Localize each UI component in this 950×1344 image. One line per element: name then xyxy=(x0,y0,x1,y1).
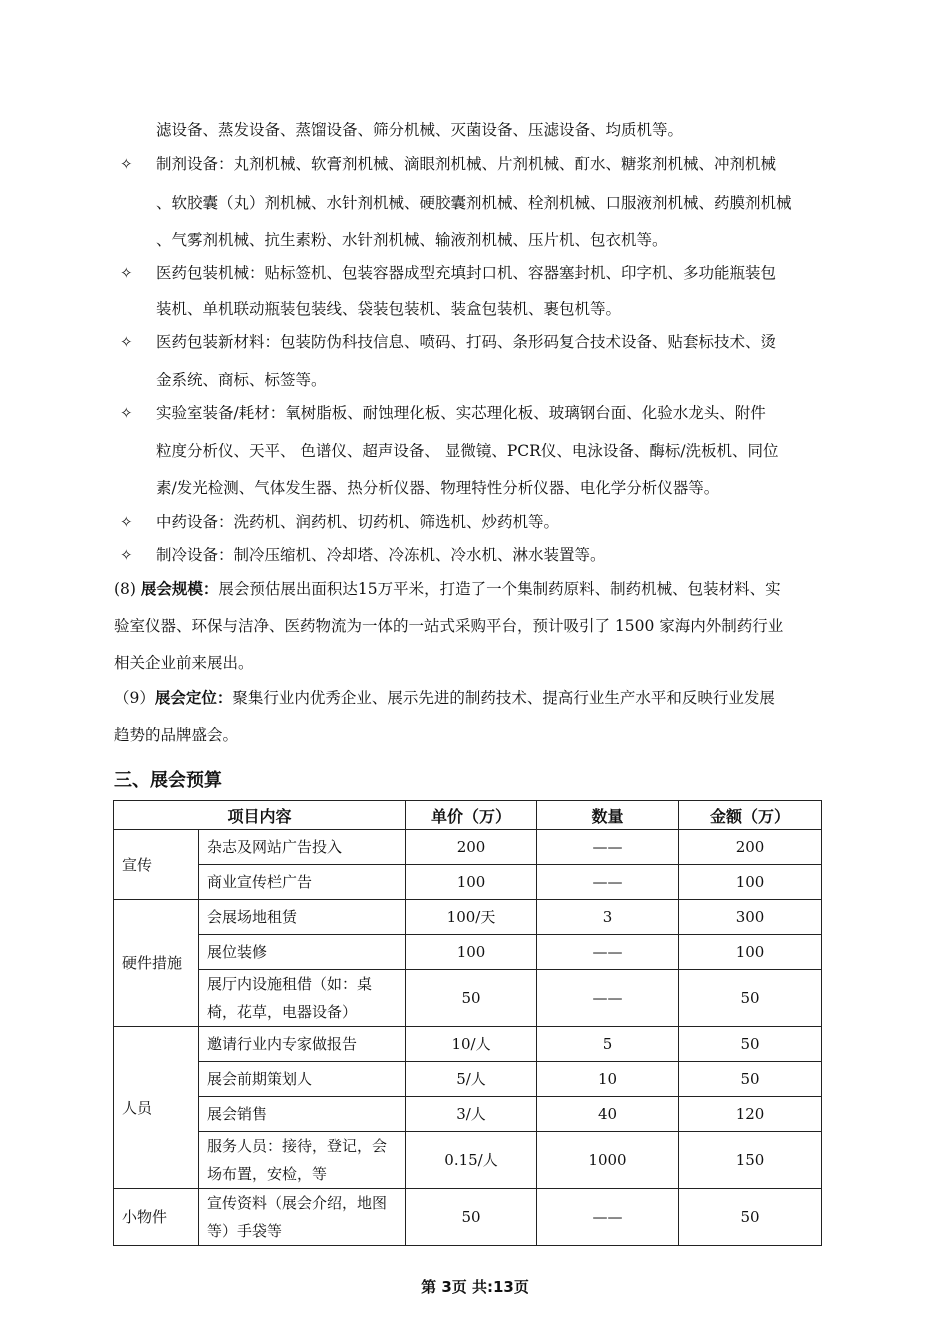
qty-cell: 3 xyxy=(537,900,679,935)
header-item: 项目内容 xyxy=(114,801,406,830)
price-cell: 100 xyxy=(406,865,537,900)
text-line: 验室仪器、环保与洁净、医药物流为一体的一站式采购平台，预计吸引了 1500 家海内外制药行业 xyxy=(114,617,784,635)
para-8-text: 展会预估展出面积达15万平米，打造了一个集制药原料、制药机械、包装材料、实 xyxy=(218,580,781,598)
paragraph-8 xyxy=(114,578,781,600)
bullet-icon: ✧ xyxy=(120,264,133,282)
price-cell: 50 xyxy=(406,1189,537,1246)
item-cell: 商业宣传栏广告 xyxy=(199,865,406,900)
amount-cell: 300 xyxy=(679,900,822,935)
table-row xyxy=(114,935,822,970)
item-cell: 展会前期策划人 xyxy=(199,1062,406,1097)
table-row xyxy=(114,1062,822,1097)
bullet-icon: ✧ xyxy=(120,404,133,422)
bullet-icon: ✧ xyxy=(120,333,133,351)
amount-cell: 50 xyxy=(679,1062,822,1097)
price-cell: 200 xyxy=(406,830,537,865)
header-price: 单价（万） xyxy=(406,801,537,830)
bullet-icon: ✧ xyxy=(120,546,133,564)
amount-cell: 50 xyxy=(679,970,822,1027)
budget-table xyxy=(113,800,822,1246)
item-cell: 展厅内设施租借（如：桌椅，花草，电器设备） xyxy=(199,970,406,1027)
para-8-label: 展会规模： xyxy=(140,580,219,598)
text-line: 粒度分析仪、天平、 色谱仪、超声设备、 显微镜、PCR仪、电泳设备、酶标/洗板机、同位 xyxy=(156,442,779,460)
price-cell: 10/人 xyxy=(406,1027,537,1062)
text-line: 相关企业前来展出。 xyxy=(114,654,254,672)
price-cell: 100/天 xyxy=(406,900,537,935)
qty-cell: —— xyxy=(537,935,679,970)
text-line: 趋势的品牌盛会。 xyxy=(114,726,239,744)
table-row xyxy=(114,1027,822,1062)
qty-cell: —— xyxy=(537,865,679,900)
para-9-text: 聚集行业内优秀企业、展示先进的制药技术、提高行业生产水平和反映行业发展 xyxy=(232,689,775,707)
para-9-prefix: （9） xyxy=(114,689,155,707)
bullet-item-packaging-materials: 医药包装新材料：包装防伪科技信息、喷码、打码、条形码复合技术设备、贴套标技术、烫 xyxy=(156,333,777,351)
bullet-icon: ✧ xyxy=(120,513,133,531)
table-header-row xyxy=(114,801,822,830)
qty-cell: 10 xyxy=(537,1062,679,1097)
item-cell: 展会销售 xyxy=(199,1097,406,1132)
page-footer: 第 3页 共:13页 xyxy=(421,1278,529,1296)
text-line: 装机、单机联动瓶装包装线、袋装包装机、装盒包装机、裹包机等。 xyxy=(156,300,622,318)
table-row xyxy=(114,1189,822,1246)
item-cell: 宣传资料（展会介绍，地图等）手袋等 xyxy=(199,1189,406,1246)
bullet-item-tcm-equipment: 中药设备：洗药机、润药机、切药机、筛选机、炒药机等。 xyxy=(156,513,560,531)
price-cell: 3/人 xyxy=(406,1097,537,1132)
bullet-icon: ✧ xyxy=(120,155,133,173)
category-cell: 小物件 xyxy=(114,1189,199,1246)
item-cell: 邀请行业内专家做报告 xyxy=(199,1027,406,1062)
section-heading: 三、展会预算 xyxy=(114,770,222,791)
amount-cell: 50 xyxy=(679,1027,822,1062)
qty-cell: 40 xyxy=(537,1097,679,1132)
table-row xyxy=(114,830,822,865)
price-cell: 100 xyxy=(406,935,537,970)
price-cell: 0.15/人 xyxy=(406,1132,537,1189)
para-8-prefix: (8) xyxy=(114,580,141,598)
amount-cell: 100 xyxy=(679,865,822,900)
item-cell: 杂志及网站广告投入 xyxy=(199,830,406,865)
qty-cell: —— xyxy=(537,830,679,865)
item-cell: 服务人员：接待，登记，会场布置，安检，等 xyxy=(199,1132,406,1189)
category-cell: 硬件措施 xyxy=(114,900,199,1027)
table-row xyxy=(114,1097,822,1132)
header-amount: 金额（万） xyxy=(679,801,822,830)
text-line: 滤设备、蒸发设备、蒸馏设备、筛分机械、灭菌设备、压滤设备、均质机等。 xyxy=(156,121,684,139)
header-qty: 数量 xyxy=(537,801,679,830)
amount-cell: 200 xyxy=(679,830,822,865)
text-line: 、软胶囊（丸）剂机械、水针剂机械、硬胶囊剂机械、栓剂机械、口服液剂机械、药膜剂机械 xyxy=(156,194,792,212)
table-row xyxy=(114,865,822,900)
para-9-label: 展会定位： xyxy=(154,689,233,707)
item-cell: 会展场地租赁 xyxy=(199,900,406,935)
qty-cell: —— xyxy=(537,1189,679,1246)
price-cell: 50 xyxy=(406,970,537,1027)
paragraph-9 xyxy=(114,687,775,709)
category-cell: 人员 xyxy=(114,1027,199,1189)
qty-cell: 5 xyxy=(537,1027,679,1062)
table-row xyxy=(114,970,822,1027)
bullet-item-refrigeration: 制冷设备：制冷压缩机、冷却塔、冷冻机、冷水机、淋水装置等。 xyxy=(156,546,606,564)
bullet-item-lab-equipment: 实验室装备/耗材：氧树脂板、耐蚀理化板、实芯理化板、玻璃钢台面、化验水龙头、附件 xyxy=(156,404,766,422)
amount-cell: 120 xyxy=(679,1097,822,1132)
text-line: 金系统、商标、标签等。 xyxy=(156,371,327,389)
category-cell: 宣传 xyxy=(114,830,199,900)
bullet-item-formulation: 制剂设备：丸剂机械、软膏剂机械、滴眼剂机械、片剂机械、酊水、糖浆剂机械、冲剂机械 xyxy=(156,155,777,173)
text-line: 、气雾剂机械、抗生素粉、水针剂机械、输液剂机械、压片机、包衣机等。 xyxy=(156,231,668,249)
text-line: 素/发光检测、气体发生器、热分析仪器、物理特性分析仪器、电化学分析仪器等。 xyxy=(156,479,720,497)
amount-cell: 100 xyxy=(679,935,822,970)
qty-cell: —— xyxy=(537,970,679,1027)
bullet-item-packaging-machinery: 医药包装机械：贴标签机、包装容器成型充填封口机、容器塞封机、印字机、多功能瓶装包 xyxy=(156,264,777,282)
item-cell: 展位装修 xyxy=(199,935,406,970)
table-row xyxy=(114,1132,822,1189)
amount-cell: 150 xyxy=(679,1132,822,1189)
amount-cell: 50 xyxy=(679,1189,822,1246)
price-cell: 5/人 xyxy=(406,1062,537,1097)
table-row xyxy=(114,900,822,935)
qty-cell: 1000 xyxy=(537,1132,679,1189)
